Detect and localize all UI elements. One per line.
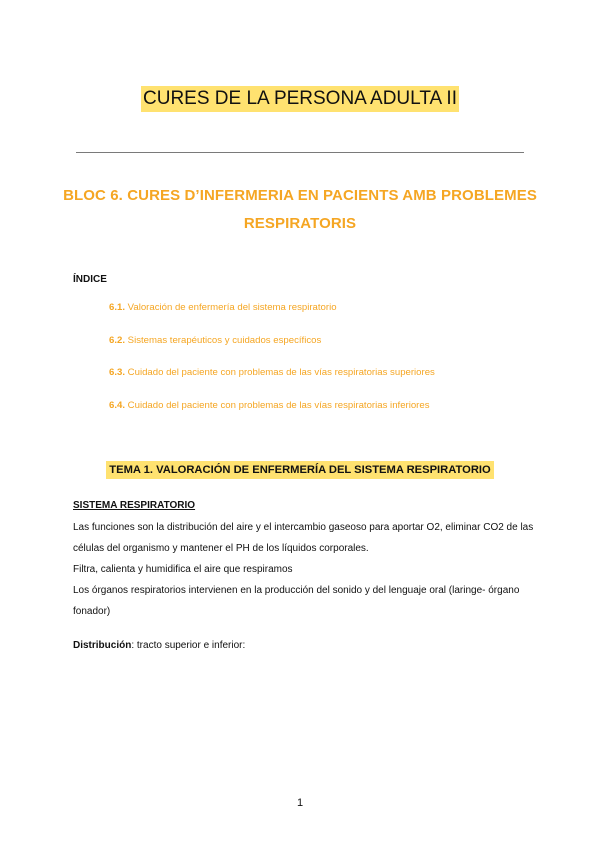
index-item-text: Valoración de enfermería del sistema respiratorio — [125, 302, 337, 313]
index-item-text: Cuidado del paciente con problemas de las vías respiratorias inferiores — [125, 399, 430, 411]
index-item[interactable] — [109, 334, 529, 367]
paragraph-organs: Los órganos respiratorios intervienen en la producción del sonido y del lenguaje oral (laringe- órgano fonador) — [73, 585, 520, 617]
index-item[interactable] — [109, 366, 529, 399]
index-item-number: 6.3. — [109, 367, 126, 378]
tema-title-wrap — [0, 460, 600, 479]
index-item-number: 6.4. — [109, 399, 126, 411]
paragraph-functions: Las funciones son la distribución del aire y el intercambio gaseoso para aportar O2, eliminar CO2 de las células del organismo y mantener el PH de los líquidos corporales. — [73, 522, 534, 554]
index-item[interactable] — [109, 399, 529, 432]
distribucion-label: Distribución — [73, 640, 132, 651]
distribucion-text: : tracto superior e inferior: — [131, 640, 246, 651]
bloc-title: BLOC 6. CURES D’INFERMERIA EN PACIENTS AMB PROBLEMES RESPIRATORIS — [63, 187, 537, 232]
index-item-number: 6.1. — [109, 302, 126, 313]
section-heading: SISTEMA RESPIRATORIO — [73, 500, 196, 511]
distribucion-line — [73, 640, 245, 651]
index-item-text: Cuidado del paciente con problemas de las vías respiratorias superiores — [125, 367, 435, 378]
paragraph-filter: Filtra, calienta y humidifica el aire que respiramos — [73, 564, 293, 575]
tema-title: TEMA 1. VALORACIÓN DE ENFERMERÍA DEL SISTEMA RESPIRATORIO — [106, 461, 493, 479]
document-title: CURES DE LA PERSONA ADULTA II — [141, 86, 459, 112]
horizontal-divider — [76, 152, 524, 153]
document-title-wrap — [0, 86, 600, 112]
page-number: 1 — [296, 797, 304, 809]
index-heading: ÍNDICE — [73, 274, 107, 285]
index-item-text: Sistemas terapéuticos y cuidados específicos — [125, 334, 322, 346]
index-list — [109, 301, 529, 431]
index-item[interactable] — [109, 301, 529, 334]
index-item-number: 6.2. — [109, 334, 126, 346]
